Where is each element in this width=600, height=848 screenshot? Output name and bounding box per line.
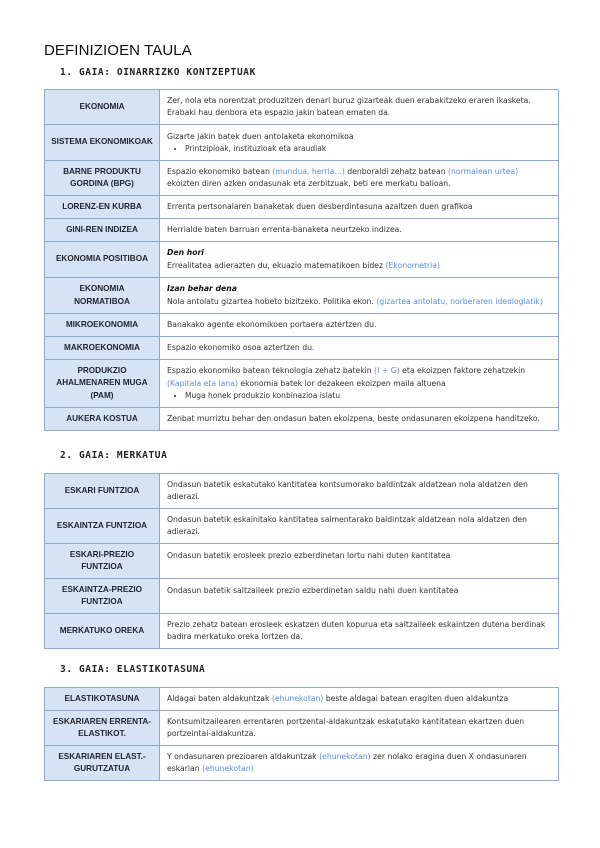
table-row bbox=[45, 579, 559, 614]
definition-cell: Herrialde baten barruan errenta-banaketa neurtzeko indizea. bbox=[160, 219, 559, 242]
table-row bbox=[45, 474, 559, 509]
definition-cell: Ondasun batetik erosleek prezio ezberdinetan lortu nahi duten kantitatea bbox=[160, 544, 559, 579]
table-row bbox=[45, 161, 559, 196]
table-row bbox=[45, 688, 559, 711]
term-cell: AUKERA KOSTUA bbox=[45, 408, 160, 431]
table-row bbox=[45, 746, 559, 781]
table-row bbox=[45, 278, 559, 314]
table-row bbox=[45, 614, 559, 649]
term-cell: BARNE PRODUKTU GORDINA (BPG) bbox=[45, 161, 160, 196]
section-heading: 3. GAIA: ELASTIKOTASUNA bbox=[60, 664, 206, 675]
term-cell: EKONOMIA POSITIBOA bbox=[45, 242, 160, 278]
definition-cell: Den hori Errealitatea adierazten du, ekuazio matematikoen bidez (Ekonometria) bbox=[160, 242, 559, 278]
definition-cell: Kontsumitzailearen errentaren portzentai-aldakuntzak eskatutako kantitatean ekartzen duen portzeintai-aldakuntza. bbox=[160, 711, 559, 746]
definitions-table-1 bbox=[44, 89, 559, 431]
definition-cell: Zer, nola eta norentzat produzitzen denari buruz gizarteak duen erabakitzeko eraren ikasketa. Erabaki hau denbora eta espazio jakin batean ematen da. bbox=[160, 90, 559, 125]
definition-cell: Prezio zehatz batean erosleek eskatzen duten kopurua eta saltzaileek eskaintzen dutena berdinak badira merkatuko oreka lortzen da. bbox=[160, 614, 559, 649]
term-cell: MAKROEKONOMIA bbox=[45, 337, 160, 360]
table-row bbox=[45, 125, 559, 161]
definition-cell: Banakako agente ekonomikoen portaera aztertzen du. bbox=[160, 314, 559, 337]
term-cell: MIKROEKONOMIA bbox=[45, 314, 160, 337]
section-3 bbox=[44, 664, 559, 781]
table-row bbox=[45, 544, 559, 579]
section-heading: 1. GAIA: OINARRIZKO KONTZEPTUAK bbox=[60, 67, 256, 78]
term-cell: ELASTIKOTASUNA bbox=[45, 688, 160, 711]
table-row bbox=[45, 711, 559, 746]
term-cell: PRODUKZIO AHALMENAREN MUGA (PAM) bbox=[45, 360, 160, 408]
definition-cell: Aldagai baten aldakuntzak (ehunekotan) beste aldagai batean eragiten duen aldakuntza bbox=[160, 688, 559, 711]
definition-cell: Espazio ekonomiko batean (mundua, herria...) denboraldi zehatz batean (normalean urtea) ekoizten diren azken ondasunak eta zerbitzuak, beti ere merkatu balioan. bbox=[160, 161, 559, 196]
section-2 bbox=[44, 450, 559, 649]
term-cell: ESKARI-PREZIO FUNTZIOA bbox=[45, 544, 160, 579]
table-row bbox=[45, 337, 559, 360]
term-cell: ESKARIAREN ERRENTA-ELASTIKOT. bbox=[45, 711, 160, 746]
table-row bbox=[45, 360, 559, 408]
term-cell: EKONOMIA NORMATIBOA bbox=[45, 278, 160, 314]
term-cell: ESKARI FUNTZIOA bbox=[45, 474, 160, 509]
term-cell: SISTEMA EKONOMIKOAK bbox=[45, 125, 160, 161]
definition-cell: Izan behar dena Nola antolatu gizartea hobeto bizitzeko. Politika ekon. (gizartea antolatu, norberaren ideologiatik) bbox=[160, 278, 559, 314]
table-row bbox=[45, 314, 559, 337]
definition-cell: Zenbat murriztu behar den ondasun baten ekoizpena, beste ondasunaren ekoizpena handitzeko. bbox=[160, 408, 559, 431]
definitions-table-3 bbox=[44, 687, 559, 781]
definition-cell: Gizarte jakin batek duen antolaketa ekonomikoa • Printzipioak, instituzioak eta araudiak bbox=[160, 125, 559, 161]
table-row bbox=[45, 90, 559, 125]
term-cell: GINI-REN INDIZEA bbox=[45, 219, 160, 242]
definitions-table-2 bbox=[44, 473, 559, 649]
term-cell: ESKAINTZA-PREZIO FUNTZIOA bbox=[45, 579, 160, 614]
page-title: DEFINIZIOEN TAULA bbox=[44, 42, 192, 59]
section-heading: 2. GAIA: MERKATUA bbox=[60, 450, 168, 461]
definition-cell: Errenta pertsonalaren banaketak duen desberdintasuna azaltzen duen grafikoa bbox=[160, 196, 559, 219]
term-cell: EKONOMIA bbox=[45, 90, 160, 125]
table-row bbox=[45, 408, 559, 431]
definition-cell: Ondasun batetik eskainitako kantitatea salmentarako baldintzak aldatzean nola aldatzen den adierazi. bbox=[160, 509, 559, 544]
term-cell: ESKAINTZA FUNTZIOA bbox=[45, 509, 160, 544]
definition-cell: Y ondasunaren prezioaren aldakuntzak (ehunekotan) zer nolako eragina duen X ondasunaren eskarian (ehunekotan) bbox=[160, 746, 559, 781]
definition-cell: Ondasun batetik eskatutako kantitatea kontsumorako baldintzak aldatzean nola aldatzen den adierazi. bbox=[160, 474, 559, 509]
term-cell: ESKARIAREN ELAST.-GURUTZATUA bbox=[45, 746, 160, 781]
table-row bbox=[45, 219, 559, 242]
table-row bbox=[45, 509, 559, 544]
section-1 bbox=[44, 67, 559, 431]
list-item: • Muga honek produkzio konbinazioa islatu bbox=[185, 390, 551, 402]
table-row bbox=[45, 242, 559, 278]
definition-cell: Espazio ekonomiko batean teknologia zehatz batekin (I + G) eta ekoizpen faktore zehatzekin (Kapitala eta lana) ekonomia batek lor dezakeen ekoizpen maila altuena • Muga honek produkzio konbinazioa islatu bbox=[160, 360, 559, 408]
table-row bbox=[45, 196, 559, 219]
definition-cell: Ondasun batetik saltzaileek prezio ezberdinetan saldu nahi duen kantitatea bbox=[160, 579, 559, 614]
list-item: • Printzipioak, instituzioak eta araudiak bbox=[185, 143, 551, 155]
term-cell: MERKATUKO OREKA bbox=[45, 614, 160, 649]
definition-cell: Espazio ekonomiko osoa aztertzen du. bbox=[160, 337, 559, 360]
term-cell: LORENZ-EN KURBA bbox=[45, 196, 160, 219]
